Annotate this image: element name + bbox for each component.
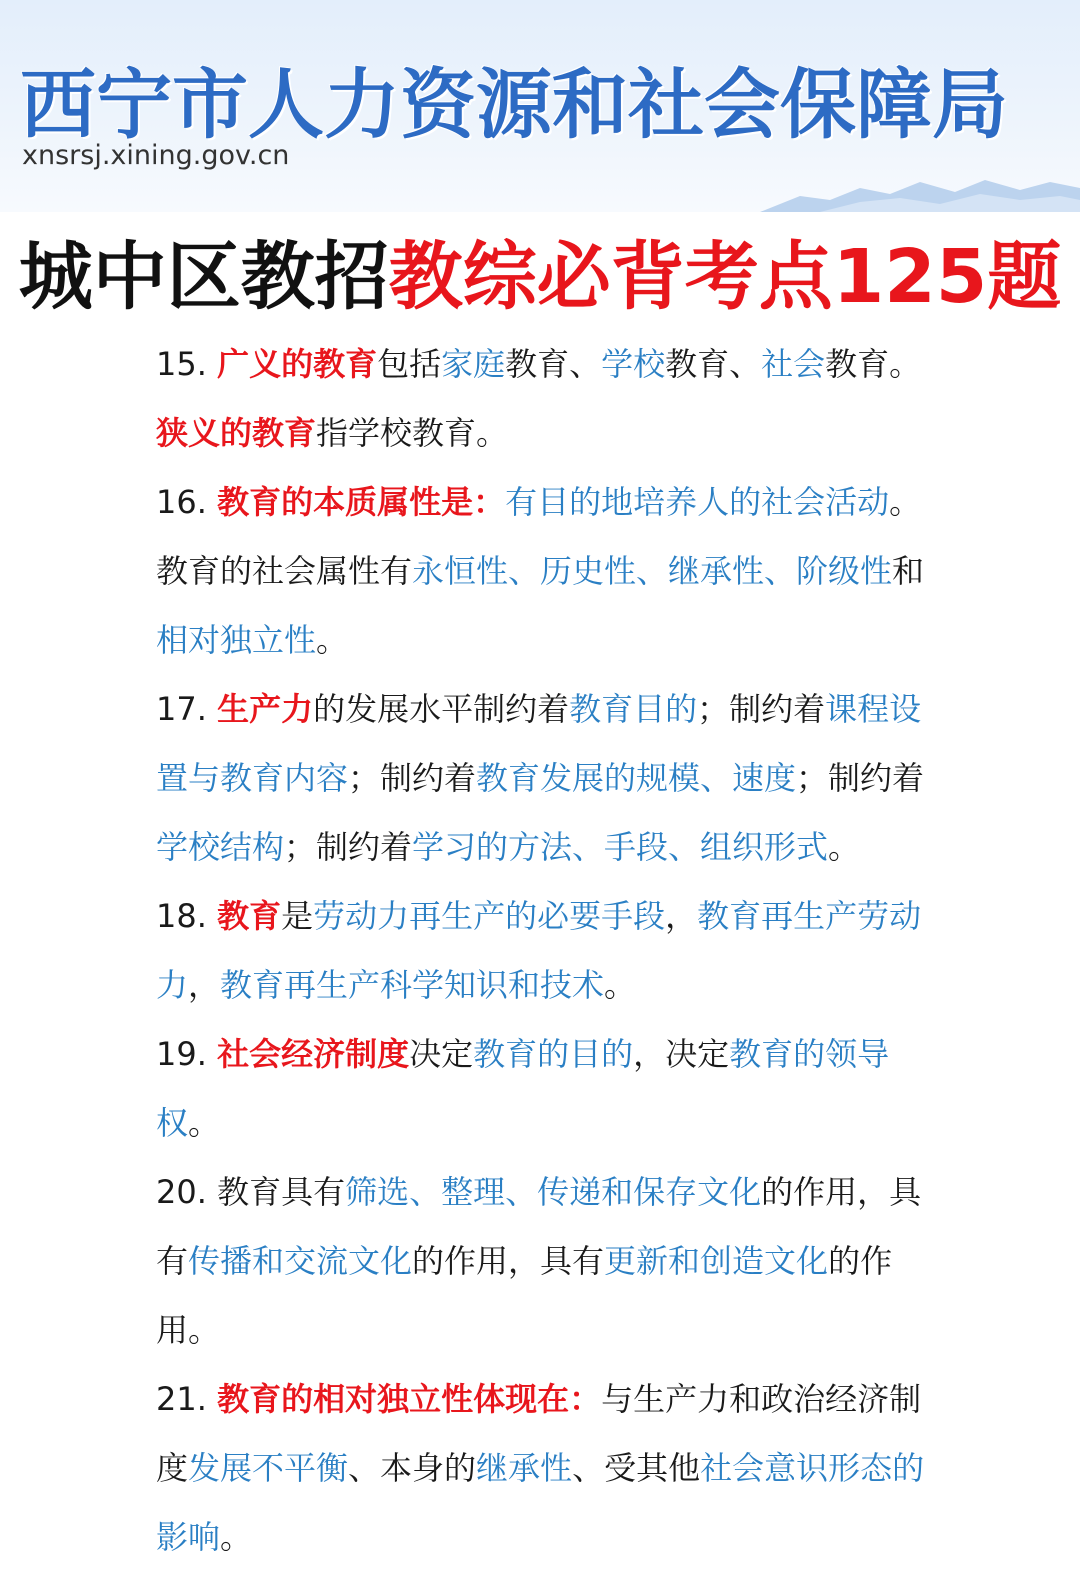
plain-text: 19.: [156, 1035, 218, 1073]
knowledge-point-16: [156, 468, 932, 675]
highlighted-answer: 学习的方法、手段、组织形式: [412, 828, 829, 866]
key-term: 狭义的教育: [156, 414, 317, 452]
key-term: 教育: [217, 897, 282, 935]
knowledge-point-18: [156, 882, 932, 1020]
highlighted-answer: 教育的领导权: [156, 1035, 890, 1142]
plain-text: 。: [604, 966, 637, 1004]
highlighted-answer: 传播和交流文化: [188, 1242, 413, 1280]
key-term: 广义的教育: [217, 345, 378, 383]
banner-title: 西宁市人力资源和社会保障局: [20, 60, 1008, 149]
plain-text: 21.: [156, 1380, 218, 1418]
plain-text: 的发展水平制约着: [313, 690, 570, 728]
highlighted-answer: 社会意识形态的影响: [156, 1449, 925, 1556]
knowledge-point-17: [156, 675, 932, 882]
plain-text: 17.: [156, 690, 218, 728]
plain-text: 的作用。: [156, 1242, 893, 1349]
plain-text: 。: [316, 621, 349, 659]
plain-text: 、受其他: [572, 1449, 701, 1487]
plain-text: 、本身的: [348, 1449, 477, 1487]
plain-text: 18.: [156, 897, 218, 935]
plain-text: 。: [889, 483, 922, 521]
plain-text: ，: [665, 897, 698, 935]
plain-text: 16.: [156, 483, 218, 521]
plain-text: 。: [188, 1104, 221, 1142]
highlighted-answer: 学校: [601, 345, 666, 383]
highlighted-answer: 教育目的: [569, 690, 698, 728]
knowledge-points-list: [156, 330, 932, 1572]
highlighted-answer: 社会: [761, 345, 826, 383]
highlighted-answer: 继承性: [476, 1449, 573, 1487]
plain-text: ，决定: [633, 1035, 730, 1073]
plain-text: ；制约着: [796, 759, 925, 797]
banner-url: xnsrsj.xining.gov.cn: [22, 140, 290, 171]
headline-red-part: 教综必背考点125题: [388, 234, 1062, 320]
plain-text: 指学校教育。: [316, 414, 509, 452]
knowledge-point-19: [156, 1020, 932, 1158]
key-term: 生产力: [217, 690, 314, 728]
knowledge-point-21: [156, 1365, 932, 1572]
plain-text: 的作用，具有: [156, 1173, 922, 1280]
highlighted-answer: 相对独立性: [156, 621, 317, 659]
key-term: 社会经济制度: [217, 1035, 410, 1073]
plain-text: ；制约着: [697, 690, 826, 728]
highlighted-answer: 课程设置与教育内容: [156, 690, 922, 797]
highlighted-answer: 教育发展的规模、速度: [476, 759, 797, 797]
plain-text: 15.: [156, 345, 218, 383]
headline-black-part: 城中区教招: [18, 234, 389, 320]
plain-text: 教育、: [665, 345, 762, 383]
highlighted-answer: 有目的地培养人的社会活动: [505, 483, 890, 521]
header-banner: [0, 0, 1080, 212]
highlighted-answer: 学校结构: [156, 828, 285, 866]
key-term: 教育的本质属性是：: [217, 483, 506, 521]
plain-text: ；制约着: [348, 759, 477, 797]
plain-text: 。: [220, 1518, 253, 1556]
plain-text: 教育。: [825, 345, 922, 383]
highlighted-answer: 教育再生产科学知识和技术: [220, 966, 605, 1004]
plain-text: 的作用，具有: [412, 1242, 605, 1280]
plain-text: 教育的社会属性有: [156, 552, 413, 590]
knowledge-point-15: [156, 330, 932, 468]
highlighted-answer: 永恒性、历史性、继承性、阶级性: [412, 552, 893, 590]
plain-text: 和: [892, 552, 925, 590]
highlighted-answer: 教育再生产劳动力: [156, 897, 922, 1004]
key-term: 教育的相对独立性体现在：: [217, 1380, 602, 1418]
highlighted-answer: 家庭: [441, 345, 506, 383]
plain-text: 。: [828, 828, 861, 866]
highlighted-answer: 劳动力再生产的必要手段: [313, 897, 666, 935]
highlighted-answer: 更新和创造文化: [604, 1242, 829, 1280]
plain-text: 教育、: [505, 345, 602, 383]
highlighted-answer: 筛选、整理、传递和保存文化: [345, 1173, 762, 1211]
highlighted-answer: 教育的目的: [473, 1035, 634, 1073]
plain-text: ，: [188, 966, 221, 1004]
plain-text: 决定: [409, 1035, 474, 1073]
plain-text: ；制约着: [284, 828, 413, 866]
plain-text: 包括: [377, 345, 442, 383]
highlighted-answer: 发展不平衡: [188, 1449, 349, 1487]
plain-text: 是: [281, 897, 314, 935]
plain-text: 20. 教育具有: [156, 1173, 346, 1211]
page-headline: [0, 232, 1080, 322]
knowledge-point-20: [156, 1158, 932, 1365]
plain-text: 与生产力和政治经济制度: [156, 1380, 922, 1487]
